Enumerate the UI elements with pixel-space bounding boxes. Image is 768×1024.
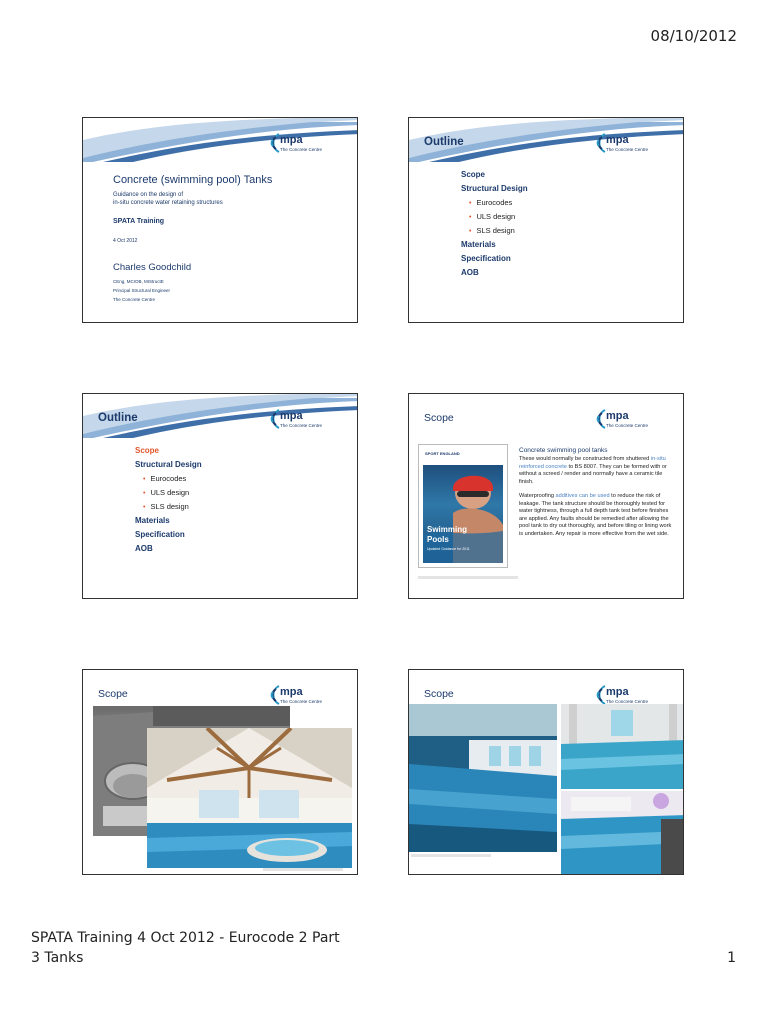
mpa-logo: mpa The Concrete Centre — [591, 684, 661, 710]
outline-item-specification: Specification — [461, 254, 511, 263]
outline-item-materials: Materials — [461, 240, 496, 249]
outline-item-scope: Scope — [135, 446, 160, 455]
slide-outline-scope[interactable] — [82, 393, 358, 599]
cover-photo: Swimming Pools Updated Guidance for 2011 — [423, 465, 503, 563]
outline-item-structural-design: Structural Design — [461, 184, 528, 193]
outline-subitem-eurocodes: • Eurocodes — [469, 198, 513, 207]
presenter-role: Principal Structural Engineer — [113, 288, 171, 293]
outline-subitem-uls: • ULS design — [469, 212, 516, 221]
outline-list — [461, 170, 528, 282]
slide-heading: Scope — [424, 412, 454, 424]
mpa-logo: mpa The Concrete Centre — [265, 132, 335, 158]
outline-item-specification: Specification — [135, 530, 185, 539]
presenter-org: The Concrete Centre — [113, 297, 156, 302]
page-number: 1 — [727, 950, 736, 966]
footer-title-line2: 3 Tanks — [31, 950, 84, 966]
photo-caption-line — [411, 854, 491, 857]
slide-title[interactable] — [82, 117, 358, 323]
mpa-logo: mpa The Concrete Centre — [591, 408, 661, 434]
scope-paragraph-2: Waterproofing additives can be used to reduce the risk of leakage. The tank structure should be thoroughly tested for water tightness, through a full depth tank test before finishes are applied. Any faults should be remedied after allowing the pool tank to dry out thoroughly, and before tiling or lining work is undertaken. Any repair is more effective from the wet side. — [519, 493, 672, 537]
outline-list — [135, 446, 202, 558]
event-date: 4 Oct 2012 — [113, 238, 138, 244]
outline-item-structural-design: Structural Design — [135, 460, 202, 469]
mpa-logo: mpa The Concrete Centre — [265, 408, 335, 434]
outline-item-aob: AOB — [135, 544, 153, 553]
slide-scope-photos-1[interactable] — [82, 669, 358, 875]
slide-outline[interactable] — [408, 117, 684, 323]
indoor-pool-photo — [147, 728, 352, 868]
presenter-name: Charles Goodchild — [113, 262, 192, 273]
outline-subitem-sls: • SLS design — [143, 502, 189, 511]
sport-england-brand: SPORT ENGLAND — [425, 451, 460, 456]
outline-subitem-uls: • ULS design — [143, 488, 190, 497]
pool-with-lights-photo — [561, 791, 684, 875]
scope-heading: Concrete swimming pool tanks — [519, 447, 608, 454]
outline-item-materials: Materials — [135, 516, 170, 525]
event-name: SPATA Training — [113, 218, 165, 225]
outline-item-scope: Scope — [461, 170, 486, 179]
cover-link — [418, 576, 518, 579]
photo-caption-line — [263, 868, 343, 871]
slide-heading: Outline — [98, 412, 138, 424]
outline-subitem-sls: • SLS design — [469, 226, 515, 235]
slide-main-title: Concrete (swimming pool) Tanks — [113, 174, 273, 186]
outline-subitem-eurocodes: • Eurocodes — [143, 474, 187, 483]
slide-heading: Scope — [424, 688, 454, 700]
mpa-logo: mpa The Concrete Centre — [265, 684, 335, 710]
pool-with-columns-photo — [561, 704, 684, 789]
slide-scope-text[interactable] — [408, 393, 684, 599]
mpa-logo: mpa The Concrete Centre — [591, 132, 661, 158]
footer-title-line1: SPATA Training 4 Oct 2012 - Eurocode 2 Part — [31, 930, 340, 946]
outline-item-aob: AOB — [461, 268, 479, 277]
slide-scope-photos-2[interactable] — [408, 669, 684, 875]
presenter-credentials: CEng, MCIOB, MIStructE — [113, 279, 164, 284]
swimming-pools-guide-cover — [418, 444, 508, 568]
page-date: 08/10/2012 — [650, 27, 737, 45]
long-pool-photo — [409, 704, 557, 852]
slide-subtitle-2: in-situ concrete water retaining structures — [113, 200, 223, 206]
scope-paragraph-1: These would normally be constructed from shuttered in-situ reinforced concrete to BS 8007. They can be formed with or without a screed / render and normally have a ceramic tile finish. — [519, 456, 667, 485]
slide-heading: Outline — [424, 136, 464, 148]
slide-heading: Scope — [98, 688, 128, 700]
slide-subtitle-1: Guidance on the design of — [113, 192, 184, 198]
